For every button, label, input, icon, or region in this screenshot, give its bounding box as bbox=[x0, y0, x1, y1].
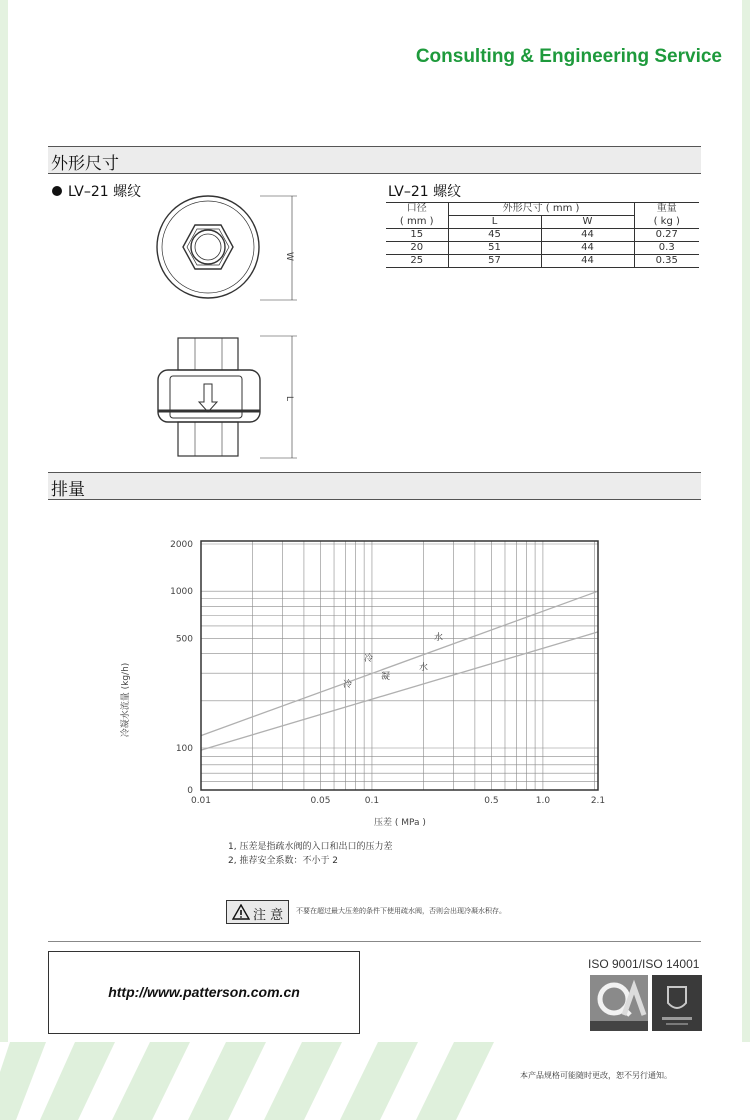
series-line-1 bbox=[201, 591, 598, 735]
y-tick-label: 100 bbox=[175, 744, 193, 754]
table-title: LV–21 螺纹 bbox=[388, 184, 462, 200]
cell-l: 45 bbox=[448, 229, 541, 242]
note-line-2: 2, 推荐安全系数：不小于 2 bbox=[228, 856, 339, 866]
curve-label: 冷 bbox=[343, 680, 353, 690]
dimensions-table bbox=[386, 202, 699, 268]
footer-stripes bbox=[0, 1042, 750, 1120]
cell-l: 51 bbox=[448, 242, 541, 255]
col-w-header: W bbox=[541, 216, 634, 229]
cell-weight: 0.3 bbox=[658, 242, 675, 253]
cell-l: 57 bbox=[448, 255, 541, 268]
website-link[interactable]: http://www.patterson.com.cn bbox=[108, 984, 300, 1000]
drawing-model-label bbox=[52, 181, 141, 201]
chart-frame bbox=[201, 541, 598, 790]
cell-w: 44 bbox=[541, 255, 634, 268]
table-row bbox=[386, 229, 699, 242]
flow-chart bbox=[110, 530, 620, 830]
cell-weight: 0.35 bbox=[655, 255, 678, 266]
right-edge-strip bbox=[742, 0, 750, 1120]
w-dimension-label: W bbox=[284, 252, 294, 261]
dimensions-table-wrap bbox=[386, 202, 699, 268]
caution-label: 注 意 bbox=[253, 908, 284, 923]
section-title-discharge: 排量 bbox=[51, 480, 85, 500]
col-bore-unit: ( mm ) bbox=[386, 216, 448, 229]
table-row bbox=[386, 255, 699, 268]
y-tick-label: 2000 bbox=[170, 540, 193, 550]
cell-weight: 0.27 bbox=[655, 229, 678, 240]
cell-bore: 20 bbox=[386, 242, 448, 255]
x-tick-label: 0.05 bbox=[310, 796, 331, 806]
caution-badge bbox=[226, 900, 289, 924]
header-title: Consulting & Engineering Service bbox=[415, 46, 722, 67]
cell-w: 44 bbox=[541, 242, 634, 255]
warning-triangle-icon bbox=[232, 904, 250, 920]
ukas-logo bbox=[652, 975, 702, 1031]
cell-w: 44 bbox=[541, 229, 634, 242]
section-bar-discharge bbox=[48, 472, 701, 500]
valve-technical-drawing bbox=[140, 190, 310, 465]
caution-text: 不要在超过最大压差的条件下使用疏水阀，否则会出现冷凝水积存。 bbox=[296, 907, 506, 915]
curve-label: 凝 bbox=[381, 672, 391, 682]
table-row bbox=[386, 242, 699, 255]
url-box bbox=[48, 951, 360, 1034]
curve-label: 水 bbox=[419, 663, 429, 673]
col-weight-unit: ( kg ) bbox=[634, 216, 699, 229]
cell-bore: 15 bbox=[386, 229, 448, 242]
chart-grid bbox=[201, 541, 598, 790]
x-tick-label: 0.1 bbox=[364, 796, 380, 806]
left-edge-strip bbox=[0, 0, 8, 1120]
x-tick-label: 2.1 bbox=[590, 796, 606, 806]
cell-bore: 25 bbox=[386, 255, 448, 268]
col-size-header: 外形尺寸 ( mm ) bbox=[448, 203, 634, 216]
col-l-header: L bbox=[448, 216, 541, 229]
x-axis-label: 压差 ( MPa ) bbox=[374, 818, 426, 828]
x-tick-label: 0.01 bbox=[190, 796, 212, 806]
col-bore-header: 口径 bbox=[386, 203, 448, 216]
y-axis-label: 冷凝水流量 (kg/h) bbox=[121, 662, 131, 738]
note-line-1: 1, 压差是指疏水阀的入口和出口的压力差 bbox=[228, 842, 393, 852]
l-dimension-label: L bbox=[284, 396, 294, 402]
footer-divider bbox=[48, 941, 701, 942]
col-weight-header: 重量 bbox=[656, 203, 677, 215]
certification-logos bbox=[590, 975, 702, 1033]
iso-certification-text: ISO 9001/ISO 14001 bbox=[588, 957, 700, 971]
section-title-dimensions: 外形尺寸 bbox=[51, 154, 119, 174]
bullet-dot bbox=[52, 186, 62, 196]
drawing-model-text: LV–21 螺纹 bbox=[68, 184, 142, 200]
y-tick-label: 500 bbox=[175, 634, 193, 645]
y-tick-label: 0 bbox=[187, 786, 193, 796]
y-tick-label: 1000 bbox=[170, 587, 193, 598]
x-tick-label: 1.0 bbox=[535, 796, 551, 806]
x-tick-label: 0.5 bbox=[484, 796, 499, 806]
curve-label: 水 bbox=[434, 633, 444, 643]
curve-label: 冷 bbox=[364, 654, 374, 664]
chart-series bbox=[201, 591, 598, 750]
section-bar-dimensions bbox=[48, 146, 701, 174]
footer-disclaimer: 本产品规格可能随时更改，恕不另行通知。 bbox=[520, 1071, 672, 1080]
series-line-2 bbox=[201, 632, 598, 750]
